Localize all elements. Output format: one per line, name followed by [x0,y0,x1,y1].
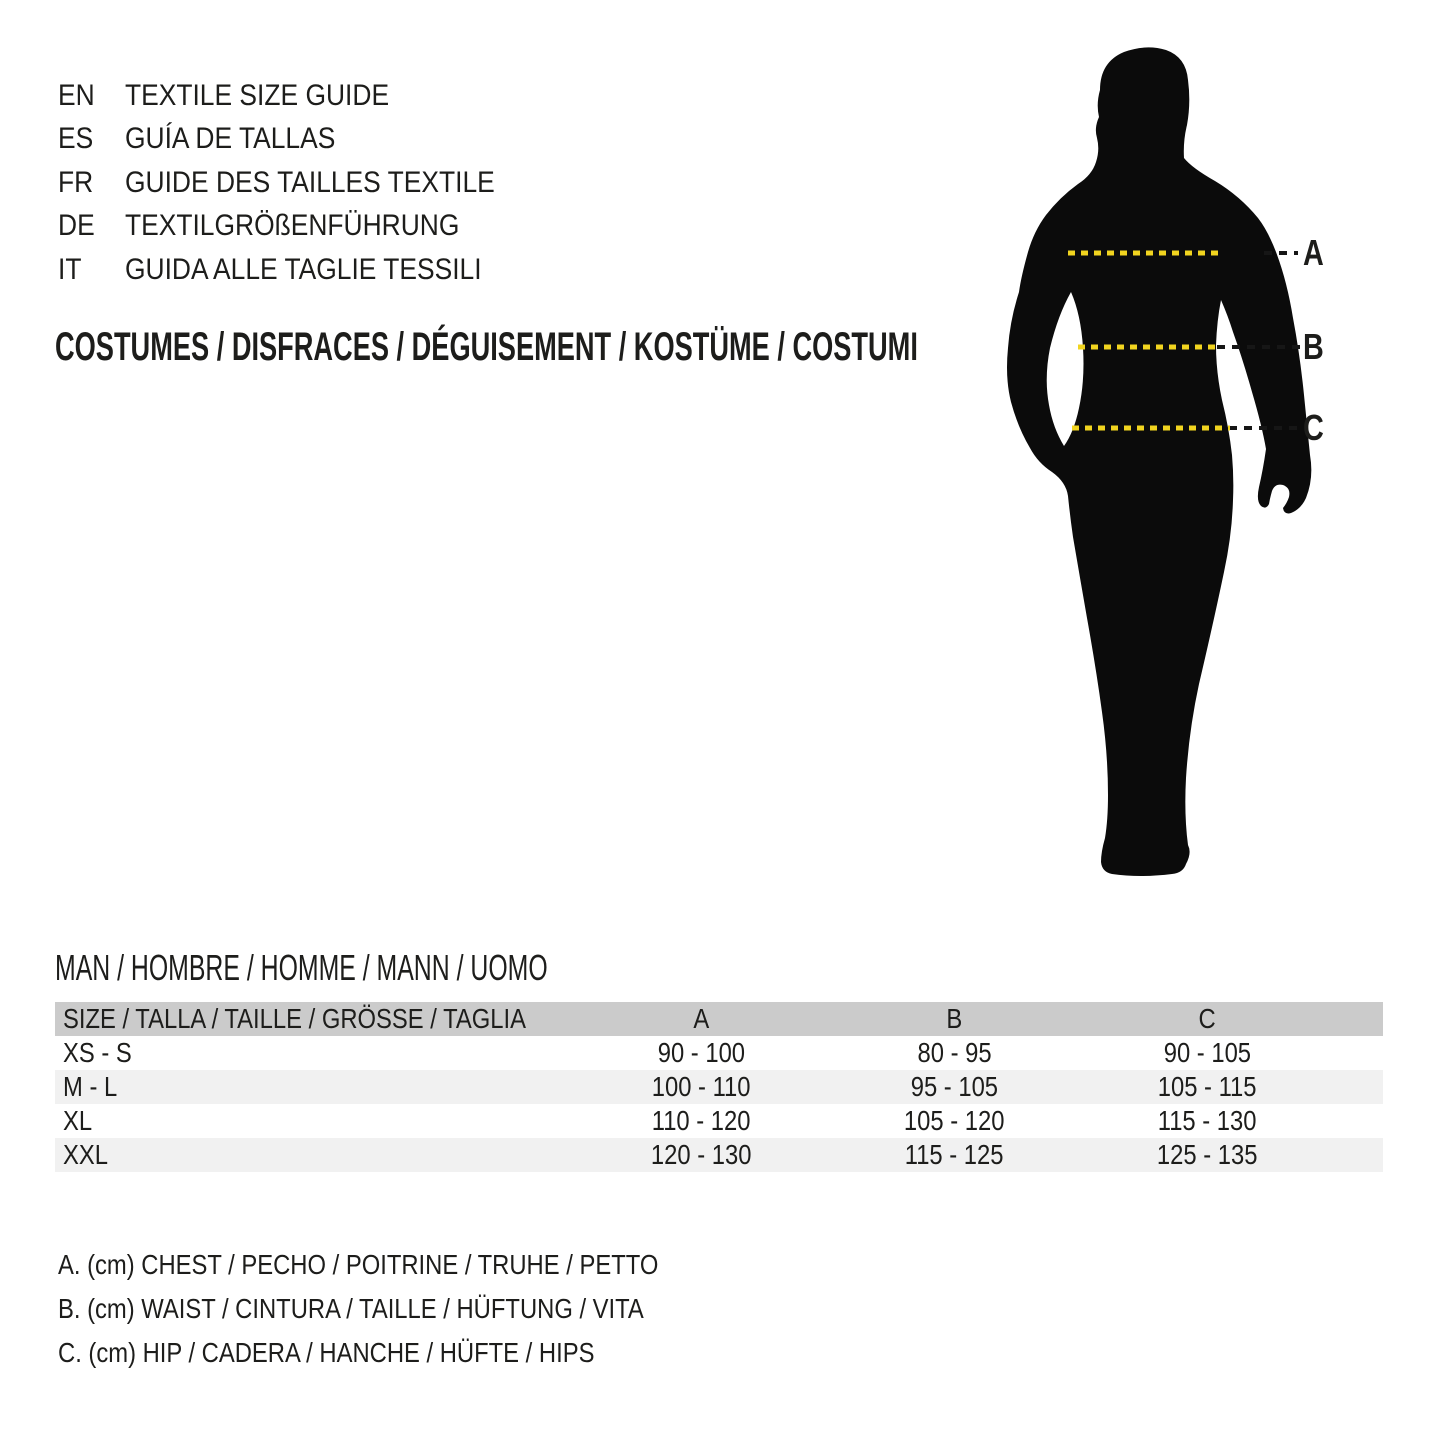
cell-a: 90 - 100 [657,1037,746,1068]
size-table [55,1002,1383,1172]
man-section-title [55,948,769,988]
language-label: GUIDE DES TAILLES TEXTILE [125,165,495,199]
category-title-text: COSTUMES / DISFRACES / DÉGUISEMENT / KOSTÜME / COSTUMI [55,324,918,369]
cell-b: 80 - 95 [917,1037,992,1068]
cell-a: 120 - 130 [651,1139,752,1170]
legend-item-chest: A. (cm) CHEST / PECHO / POITRINE / TRUHE / PETTO [58,1249,659,1280]
measure-label-b [1303,326,1329,373]
header-cell-size: SIZE / TALLA / TAILLE / GRÖSSE / TAGLIA [63,1003,526,1034]
language-code: EN [58,78,95,112]
cell-size: XXL [63,1139,108,1170]
man-section-title-text: MAN / HOMBRE / HOMME / MANN / UOMO [55,947,548,988]
cell-size: XL [63,1105,93,1136]
language-code: ES [58,122,94,156]
measure-label-c [1303,407,1329,454]
measure-label-b-text: B [1303,326,1324,367]
man-silhouette-shape [1007,47,1311,876]
cell-b: 95 - 105 [910,1071,999,1102]
measure-label-a-text: A [1303,232,1324,273]
measure-label-a [1303,232,1329,279]
cell-a: 110 - 120 [652,1105,751,1136]
legend-item-hip: C. (cm) HIP / CADERA / HANCHE / HÜFTE / HIPS [58,1337,595,1368]
cell-a: 100 - 110 [652,1071,751,1102]
measure-label-c-text: C [1303,407,1324,448]
language-label: TEXTILE SIZE GUIDE [125,78,390,112]
size-table-header-row [55,1002,1383,1036]
measurement-legend [58,1243,764,1375]
cell-b: 105 - 120 [904,1105,1005,1136]
table-row-xl [55,1104,1383,1138]
header-cell-a: A [693,1003,710,1034]
language-label: GUIDA ALLE TAGLIE TESSILI [125,252,482,286]
legend-item-waist: B. (cm) WAIST / CINTURA / TAILLE / HÜFTUNG / VITA [58,1293,644,1324]
table-row-xxl [55,1138,1383,1172]
cell-c: 125 - 135 [1157,1139,1258,1170]
header-cell-c: C [1198,1003,1217,1034]
language-label: TEXTILGRÖßENFÜHRUNG [125,209,460,243]
cell-c: 90 - 105 [1163,1037,1252,1068]
language-code: DE [58,209,95,243]
cell-c: 105 - 115 [1158,1071,1257,1102]
table-row-xs-s [55,1036,1383,1070]
table-row-m-l [55,1070,1383,1104]
language-code: FR [58,165,94,199]
header-cell-b: B [946,1003,963,1034]
cell-b: 115 - 125 [905,1139,1004,1170]
cell-size: M - L [63,1071,118,1102]
cell-c: 115 - 130 [1158,1105,1257,1136]
language-label: GUÍA DE TALLAS [125,122,336,156]
cell-size: XS - S [63,1037,132,1068]
language-code: IT [58,252,82,286]
